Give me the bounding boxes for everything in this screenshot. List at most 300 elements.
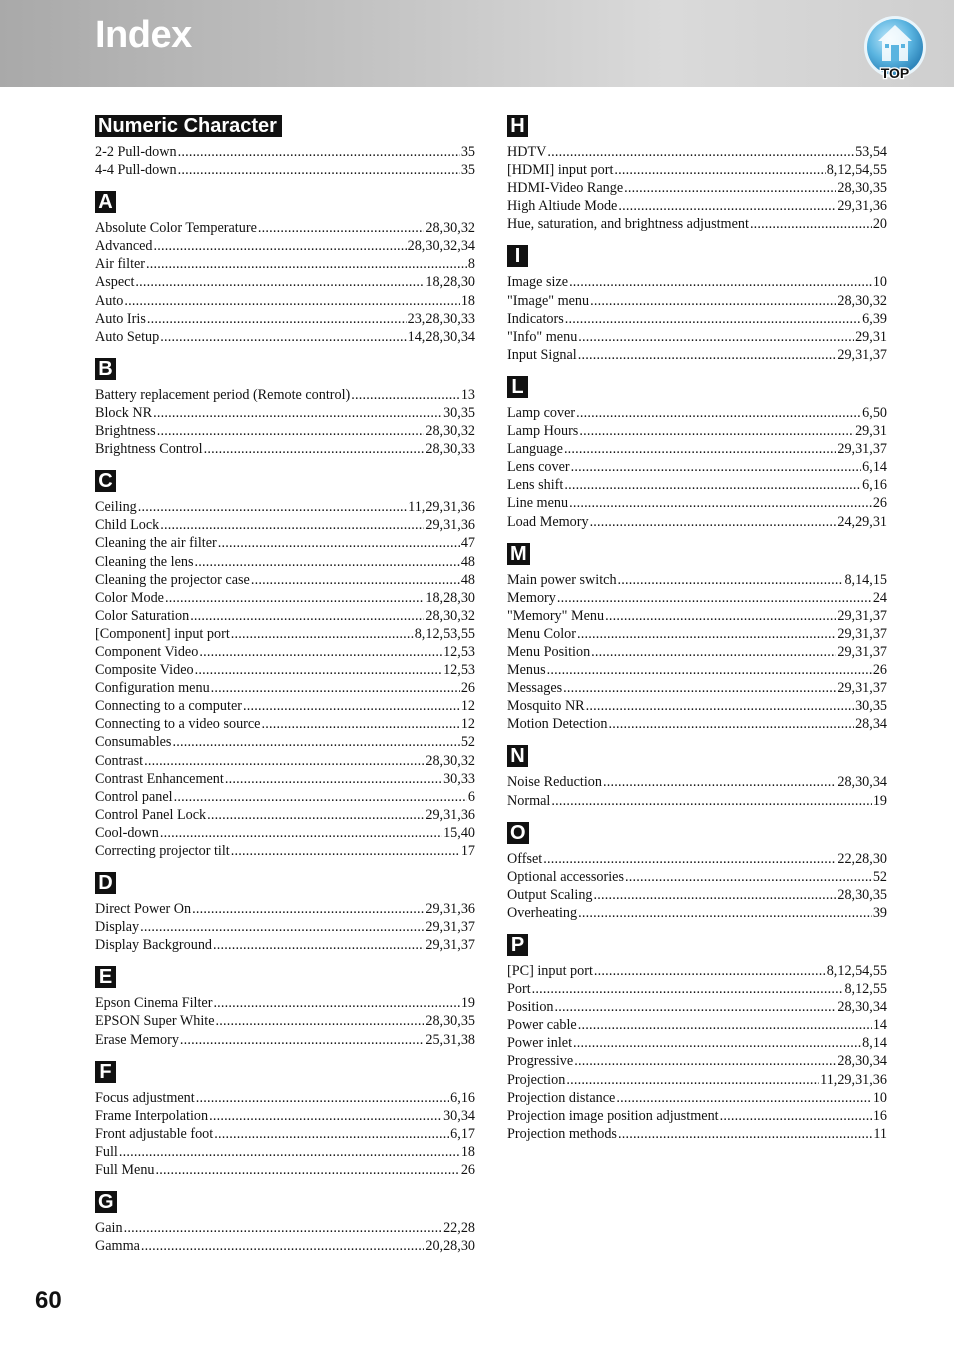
entry-label: Cleaning the projector case [95,571,250,588]
index-entry[interactable] [95,607,475,625]
entry-label: Line menu [507,495,569,512]
entry-pages[interactable]: 29,31,37 [837,441,887,458]
index-entry[interactable] [95,143,475,161]
index-entry[interactable] [507,143,887,161]
entry-label: "Image" menu [507,292,590,309]
index-entry[interactable] [95,161,475,179]
entry-pages[interactable]: 6 [467,788,475,805]
entry-pages[interactable]: 29,31,37 [425,937,475,954]
entry-pages[interactable]: 28,30,32 [425,607,475,624]
entry-pages[interactable]: 29,31 [855,328,887,345]
index-entry[interactable] [95,328,475,346]
section-heading: N [507,745,528,767]
index-entry[interactable] [507,1052,887,1070]
index-entry[interactable] [507,458,887,476]
entry-pages[interactable]: 48 [460,571,475,588]
index-entry[interactable] [507,904,887,922]
entry-pages[interactable]: 30,34 [443,1107,475,1124]
entry-pages[interactable]: 29,31,36 [425,901,475,918]
entry-label: Display [95,919,140,936]
index-entry[interactable] [507,215,887,233]
entry-pages[interactable]: 10 [872,274,887,291]
entry-pages[interactable]: 8,12,55 [844,981,887,998]
dot-leader [351,386,460,404]
entry-pages[interactable]: 28,30,34 [837,774,887,791]
entry-pages[interactable]: 28,30,34 [837,1053,887,1070]
index-entry[interactable] [95,1107,475,1125]
entry-label: Noise Reduction [507,774,602,791]
entry-label: EPSON Super White [95,1013,215,1030]
dot-leader [147,310,407,328]
entry-pages[interactable]: 18,28,30 [425,589,475,606]
entry-label: Power cable [507,1017,577,1034]
entry-label: Indicators [507,310,564,327]
entry-label: 2-2 Pull-down [95,144,177,160]
entry-label: Input Signal [507,346,577,363]
entry-pages[interactable]: 24,29,31 [837,513,887,530]
index-entry[interactable] [95,237,475,255]
index-section [95,191,475,346]
section-heading: A [95,191,116,213]
index-entry[interactable] [95,589,475,607]
dot-leader [160,328,406,346]
index-entry[interactable] [95,697,475,715]
index-entry[interactable] [95,255,475,273]
index-section [95,1191,475,1255]
entry-pages[interactable]: 13 [460,386,475,403]
entry-pages[interactable]: 12,53 [443,662,475,679]
entry-label: Brightness Control [95,441,203,458]
entry-pages[interactable]: 6,16 [862,477,887,494]
entry-pages[interactable]: 6,39 [862,310,887,327]
dot-leader [195,553,460,571]
entry-pages[interactable]: 28,30,34 [837,999,887,1016]
dot-leader [616,1089,871,1107]
index-entry[interactable] [95,752,475,770]
entry-pages[interactable]: 28,30,35 [837,886,887,903]
index-entry[interactable] [507,1089,887,1107]
entry-pages[interactable]: 6,50 [862,404,887,421]
index-entry[interactable] [95,643,475,661]
entry-pages[interactable]: 29,31,36 [837,198,887,215]
entry-label: Full [95,1143,118,1160]
entry-label: Projection [507,1071,566,1088]
entry-label: Air filter [95,256,146,273]
entry-label: [Component] input port [95,625,230,642]
index-entry[interactable] [507,422,887,440]
index-entry[interactable] [95,571,475,589]
index-entry[interactable] [95,824,475,842]
entry-pages[interactable]: 47 [460,535,475,552]
dot-leader [251,571,460,589]
entry-pages[interactable]: 48 [460,553,475,570]
entry-pages[interactable]: 29,31,37 [837,643,887,660]
entry-label: Menu Position [507,643,591,660]
dot-leader [157,422,425,440]
entry-pages[interactable]: 35 [460,162,475,179]
entry-label: Lens cover [507,459,570,476]
entry-pages[interactable]: 16 [872,1107,887,1124]
dot-leader [594,962,826,980]
entry-pages[interactable]: 11,29,31,36 [408,499,475,516]
entry-pages[interactable]: 19 [460,995,475,1012]
entry-pages[interactable]: 52 [460,734,475,751]
entry-pages[interactable]: 28,30,35 [425,1013,475,1030]
index-entry[interactable] [507,962,887,980]
entry-label: Output Scaling [507,886,593,903]
entry-label: Cleaning the air filter [95,535,217,552]
section-heading: C [95,470,116,492]
index-entry[interactable] [507,346,887,364]
dot-leader [586,697,854,715]
entry-pages[interactable]: 22,28,30 [837,850,887,867]
entry-label: Full Menu [95,1162,155,1179]
dot-leader [532,980,844,998]
index-entry[interactable] [507,886,887,904]
index-entry[interactable] [95,715,475,733]
index-entry[interactable] [507,404,887,422]
entry-label: Ceiling [95,499,137,516]
entry-label: Port [507,981,531,998]
entry-label: "Memory" Menu [507,607,605,624]
dot-leader [569,273,872,291]
entry-pages[interactable]: 6,17 [450,1125,475,1142]
index-entry[interactable] [507,197,887,215]
entry-label: Cleaning the lens [95,553,194,570]
entry-pages[interactable]: 29,31,37 [425,919,475,936]
index-entry[interactable] [507,607,887,625]
dot-leader [603,773,836,791]
entry-pages[interactable]: 8 [467,256,475,273]
index-entry[interactable] [95,219,475,237]
entry-pages[interactable]: 28,30,35 [837,180,887,197]
entry-label: Projection distance [507,1089,616,1106]
entry-pages[interactable]: 28,30,32 [837,292,887,309]
entry-pages[interactable]: 29,31,37 [837,625,887,642]
index-entry[interactable] [95,440,475,458]
entry-label: Connecting to a video source [95,716,261,733]
index-section [507,543,887,734]
index-entry[interactable] [95,404,475,422]
index-entry[interactable] [95,661,475,679]
index-entry[interactable] [95,1219,475,1237]
index-entry[interactable] [507,792,887,810]
index-entry[interactable] [95,788,475,806]
entry-label: [PC] input port [507,963,593,979]
index-entry[interactable] [95,1089,475,1107]
entry-label: Normal [507,792,551,809]
dot-leader [564,476,861,494]
index-entry[interactable] [95,936,475,954]
index-section [95,115,475,179]
index-section [95,470,475,860]
entry-label: Auto [95,292,124,309]
dot-leader [576,404,861,422]
dot-leader [557,589,872,607]
dot-leader [594,886,837,904]
index-entry[interactable] [95,842,475,860]
index-entry[interactable] [95,386,475,404]
index-entry[interactable] [95,534,475,552]
dot-leader [119,1143,460,1161]
entry-label: Menus [507,662,546,679]
dot-leader [135,273,424,291]
entry-pages[interactable]: 29,31,36 [425,806,475,823]
entry-pages[interactable]: 20 [872,216,887,233]
entry-label: Progressive [507,1053,574,1070]
entry-pages[interactable]: 18 [460,292,475,309]
entry-pages[interactable]: 8,12,54,55 [826,963,887,979]
index-entry[interactable] [507,1125,887,1143]
entry-pages[interactable]: 8,12,53,55 [414,625,475,642]
index-section [95,966,475,1048]
entry-pages[interactable]: 29,31,37 [837,607,887,624]
dot-leader [608,715,854,733]
home-icon [862,15,928,81]
page-title: Index [95,14,192,56]
index-entry[interactable] [95,1012,475,1030]
entry-label: Composite Video [95,662,194,679]
index-entry[interactable] [507,589,887,607]
entry-pages[interactable]: 8,12,54,55 [826,162,887,179]
index-entry[interactable] [507,773,887,791]
entry-pages[interactable]: 26 [872,662,887,679]
index-entry[interactable] [507,328,887,346]
entry-label: Aspect [95,274,135,291]
index-entry[interactable] [507,643,887,661]
index-entry[interactable] [95,918,475,936]
entry-label: "Info" menu [507,328,578,345]
entry-pages[interactable]: 29,31 [855,423,887,440]
entry-pages[interactable]: 26 [460,1162,475,1179]
index-entry[interactable] [507,494,887,512]
index-entry[interactable] [507,980,887,998]
entry-pages[interactable]: 18,28,30 [425,274,475,291]
entry-label: Configuration menu [95,680,210,697]
index-entry[interactable] [507,179,887,197]
dot-leader [199,643,442,661]
index-entry[interactable] [507,310,887,328]
entry-pages[interactable]: 23,28,30,33 [407,310,475,327]
dot-leader [555,998,837,1016]
entry-pages[interactable]: 30,35 [855,698,887,715]
entry-label: Position [507,999,554,1016]
top-button[interactable] [862,15,928,81]
entry-pages[interactable]: 29,31,36 [425,517,475,534]
entry-label: Color Mode [95,589,164,606]
entry-pages[interactable]: 8,14,15 [844,571,887,588]
index-entry[interactable] [507,273,887,291]
index-entry[interactable] [507,1016,887,1034]
entry-pages[interactable]: 39 [872,904,887,921]
entry-pages[interactable]: 6,16 [450,1089,475,1106]
index-entry[interactable] [95,806,475,824]
entry-pages[interactable]: 11,29,31,36 [820,1071,887,1088]
top-label: TOP [880,65,910,81]
entry-pages[interactable]: 20,28,30 [425,1238,475,1255]
index-entry[interactable] [507,513,887,531]
entry-label: Connecting to a computer [95,698,242,715]
index-entry[interactable] [507,679,887,697]
index-entry[interactable] [507,998,887,1016]
index-entry[interactable] [507,1071,887,1089]
dot-leader [192,900,424,918]
dot-leader [578,1016,872,1034]
dot-leader [547,661,872,679]
entry-label: Motion Detection [507,716,608,733]
index-section [507,745,887,809]
index-entry[interactable] [507,715,887,733]
entry-pages[interactable]: 28,30,32 [425,423,475,440]
index-entry[interactable] [507,868,887,886]
index-entry[interactable] [507,440,887,458]
index-entry[interactable] [507,292,887,310]
entry-label: Advanced [95,238,153,255]
index-entry[interactable] [507,850,887,868]
index-entry[interactable] [95,498,475,516]
index-entry[interactable] [95,292,475,310]
entry-pages[interactable]: 28,30,32 [425,752,475,769]
index-entry[interactable] [507,625,887,643]
entry-pages[interactable]: 10 [872,1089,887,1106]
section-heading: O [507,822,529,844]
entry-label: Main power switch [507,571,617,588]
entry-label: Projection image position adjustment [507,1107,719,1124]
index-entry[interactable] [95,1161,475,1179]
index-entry[interactable] [95,994,475,1012]
entry-pages[interactable]: 14 [872,1017,887,1034]
index-entry[interactable] [95,679,475,697]
entry-label: Optional accessories [507,868,625,885]
dot-leader [214,1125,449,1143]
index-entry[interactable] [95,422,475,440]
dot-leader [209,1107,442,1125]
entry-pages[interactable]: 28,30,32 [425,220,475,237]
entry-pages[interactable]: 30,33 [443,770,475,787]
entry-pages[interactable]: 17 [460,843,475,859]
entry-pages[interactable]: 53,54 [855,144,887,160]
entry-pages[interactable]: 25,31,38 [425,1031,475,1048]
entry-label: Gamma [95,1238,140,1255]
dot-leader [579,422,854,440]
dot-leader [216,1012,425,1030]
entry-pages[interactable]: 52 [872,868,887,885]
entry-pages[interactable]: 14,28,30,34 [407,328,475,345]
dot-leader [625,868,872,886]
section-heading: E [95,966,116,988]
index-entry[interactable] [95,1031,475,1049]
index-entry[interactable] [95,1125,475,1143]
entry-pages[interactable]: 28,30,33 [425,441,475,458]
index-section [507,934,887,1143]
index-entry[interactable] [507,1107,887,1125]
entry-label: Front adjustable foot [95,1125,214,1142]
dot-leader [574,1052,836,1070]
dot-leader [138,498,407,516]
entry-pages[interactable]: 30,35 [443,404,475,421]
section-heading: H [507,115,528,137]
entry-pages[interactable]: 26 [460,680,475,697]
dot-leader [569,494,872,512]
entry-label: Lamp cover [507,404,576,421]
index-entry[interactable] [507,661,887,679]
entry-pages[interactable]: 18 [460,1143,475,1160]
index-entry[interactable] [507,161,887,179]
entry-label: Control Panel Lock [95,806,207,823]
index-entry[interactable] [95,310,475,328]
entry-label: Color Saturation [95,607,190,624]
section-heading: G [95,1191,117,1213]
entry-pages[interactable]: 35 [460,144,475,160]
entry-pages[interactable]: 12 [460,716,475,733]
index-entry[interactable] [95,733,475,751]
entry-pages[interactable]: 22,28 [443,1220,475,1237]
index-entry[interactable] [95,553,475,571]
dot-leader [243,697,460,715]
entry-pages[interactable]: 24 [872,589,887,606]
index-entry[interactable] [507,476,887,494]
index-entry[interactable] [95,273,475,291]
index-section [95,358,475,458]
dot-leader [196,1089,449,1107]
entry-pages[interactable]: 8,14 [862,1035,887,1052]
entry-pages[interactable]: 12 [460,698,475,715]
dot-leader [564,440,836,458]
index-entry[interactable] [507,571,887,589]
dot-leader [213,994,459,1012]
dot-leader [231,625,414,643]
entry-pages[interactable]: 28,34 [855,716,887,733]
index-entry[interactable] [507,1034,887,1052]
dot-leader [720,1107,872,1125]
entry-label: Menu Color [507,625,576,642]
entry-pages[interactable]: 11 [873,1125,887,1142]
index-entry[interactable] [95,770,475,788]
entry-label: Contrast Enhancement [95,770,224,787]
entry-label: Focus adjustment [95,1089,195,1106]
entry-label: Memory [507,589,556,606]
entry-label: Brightness [95,423,156,440]
entry-pages[interactable]: 29,31,37 [837,346,887,363]
index-entry[interactable] [95,516,475,534]
index-entry[interactable] [95,1143,475,1161]
entry-label: Language [507,441,563,458]
entry-pages[interactable]: 28,30,32,34 [407,238,475,255]
section-heading: L [507,376,528,398]
entry-pages[interactable]: 12,53 [443,643,475,660]
dot-leader [261,715,459,733]
dot-leader [180,1031,424,1049]
dot-leader [165,589,424,607]
entry-pages[interactable]: 15,40 [443,824,475,841]
index-column-right [507,115,887,1155]
dot-leader [218,534,460,552]
index-entry[interactable] [95,625,475,643]
dot-leader [618,571,844,589]
entry-pages[interactable]: 19 [872,792,887,809]
dot-leader [154,237,407,255]
entry-label: Component Video [95,643,199,660]
entry-pages[interactable]: 29,31,37 [837,680,887,697]
index-entry[interactable] [507,697,887,715]
entry-pages[interactable]: 6,14 [862,459,887,476]
entry-label: Contrast [95,752,144,769]
index-entry[interactable] [95,900,475,918]
index-entry[interactable] [95,1237,475,1255]
entry-label: Image size [507,274,569,291]
page-number: 60 [35,1287,62,1314]
entry-pages[interactable]: 26 [872,495,887,512]
